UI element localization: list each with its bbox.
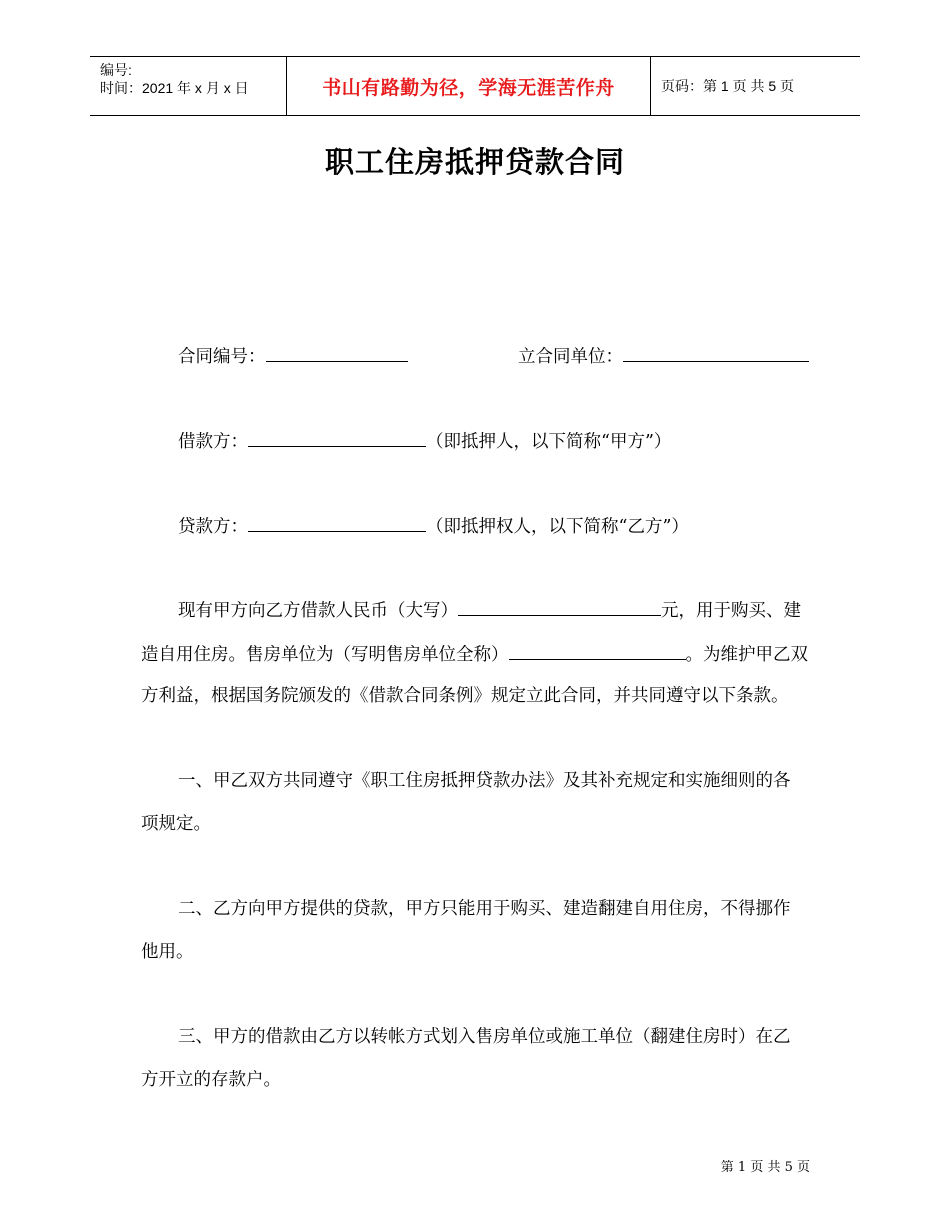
lender-label: 贷款方：	[178, 517, 248, 537]
header-page-label: 页码：第 1 页 共 5 页	[661, 78, 795, 94]
header-motto: 书山有路勤为径，学海无涯苦作舟	[287, 57, 651, 115]
clause-2-line-1: 二、乙方向甲方提供的贷款，甲方只能用于购买、建造翻建自用住房，不得挪作	[178, 899, 791, 919]
intro-line-3: 方利益，根据国务院颁发的《借款合同条例》规定立此合同，并共同遵守以下条款。	[141, 686, 789, 706]
intro-line-2	[141, 641, 808, 667]
signing-unit-blank[interactable]	[623, 343, 809, 362]
intro-text: 现有甲方向乙方借款人民币（大写）	[178, 601, 458, 621]
clause-2-line-2: 他用。	[141, 942, 194, 962]
clause-1-line-1: 一、甲乙双方共同遵守《职工住房抵押贷款办法》及其补充规定和实施细则的各	[178, 771, 791, 791]
header-meta	[90, 57, 287, 115]
header-number-label: 编号:	[100, 62, 132, 78]
contract-no-label: 合同编号：	[178, 347, 266, 367]
borrower-note: （即抵押人，以下简称“甲方”）	[426, 432, 672, 452]
borrower-label: 借款方：	[178, 432, 248, 452]
intro-line-1	[178, 597, 801, 623]
lender-row	[178, 513, 689, 539]
document-header	[90, 56, 860, 116]
page-footer: 第 1 页 共 5 页	[720, 1160, 810, 1175]
borrower-row	[178, 428, 671, 454]
lender-blank[interactable]	[248, 513, 426, 532]
signing-unit-label: 立合同单位：	[518, 347, 623, 367]
clause-3-line-2: 方开立的存款户。	[141, 1070, 281, 1090]
contract-no-row	[178, 343, 408, 369]
borrower-blank[interactable]	[248, 428, 426, 447]
header-time-label: 时间：2021 年 x 月 x 日	[100, 80, 249, 96]
intro-text: 元，用于购买、建	[661, 601, 801, 621]
clause-1-line-2: 项规定。	[141, 814, 211, 834]
document-title: 职工住房抵押贷款合同	[324, 145, 625, 179]
seller-name-blank[interactable]	[509, 641, 686, 660]
lender-note: （即抵押权人，以下简称“乙方”）	[426, 517, 689, 537]
clause-3-line-1: 三、甲方的借款由乙方以转帐方式划入售房单位或施工单位（翻建住房时）在乙	[178, 1027, 791, 1047]
loan-amount-blank[interactable]	[458, 597, 661, 616]
intro-text: 造自用住房。售房单位为（写明售房单位全称）	[141, 645, 509, 665]
intro-text: 。为维护甲乙双	[685, 645, 808, 665]
signing-unit-row	[518, 343, 809, 369]
contract-no-blank[interactable]	[266, 343, 408, 362]
